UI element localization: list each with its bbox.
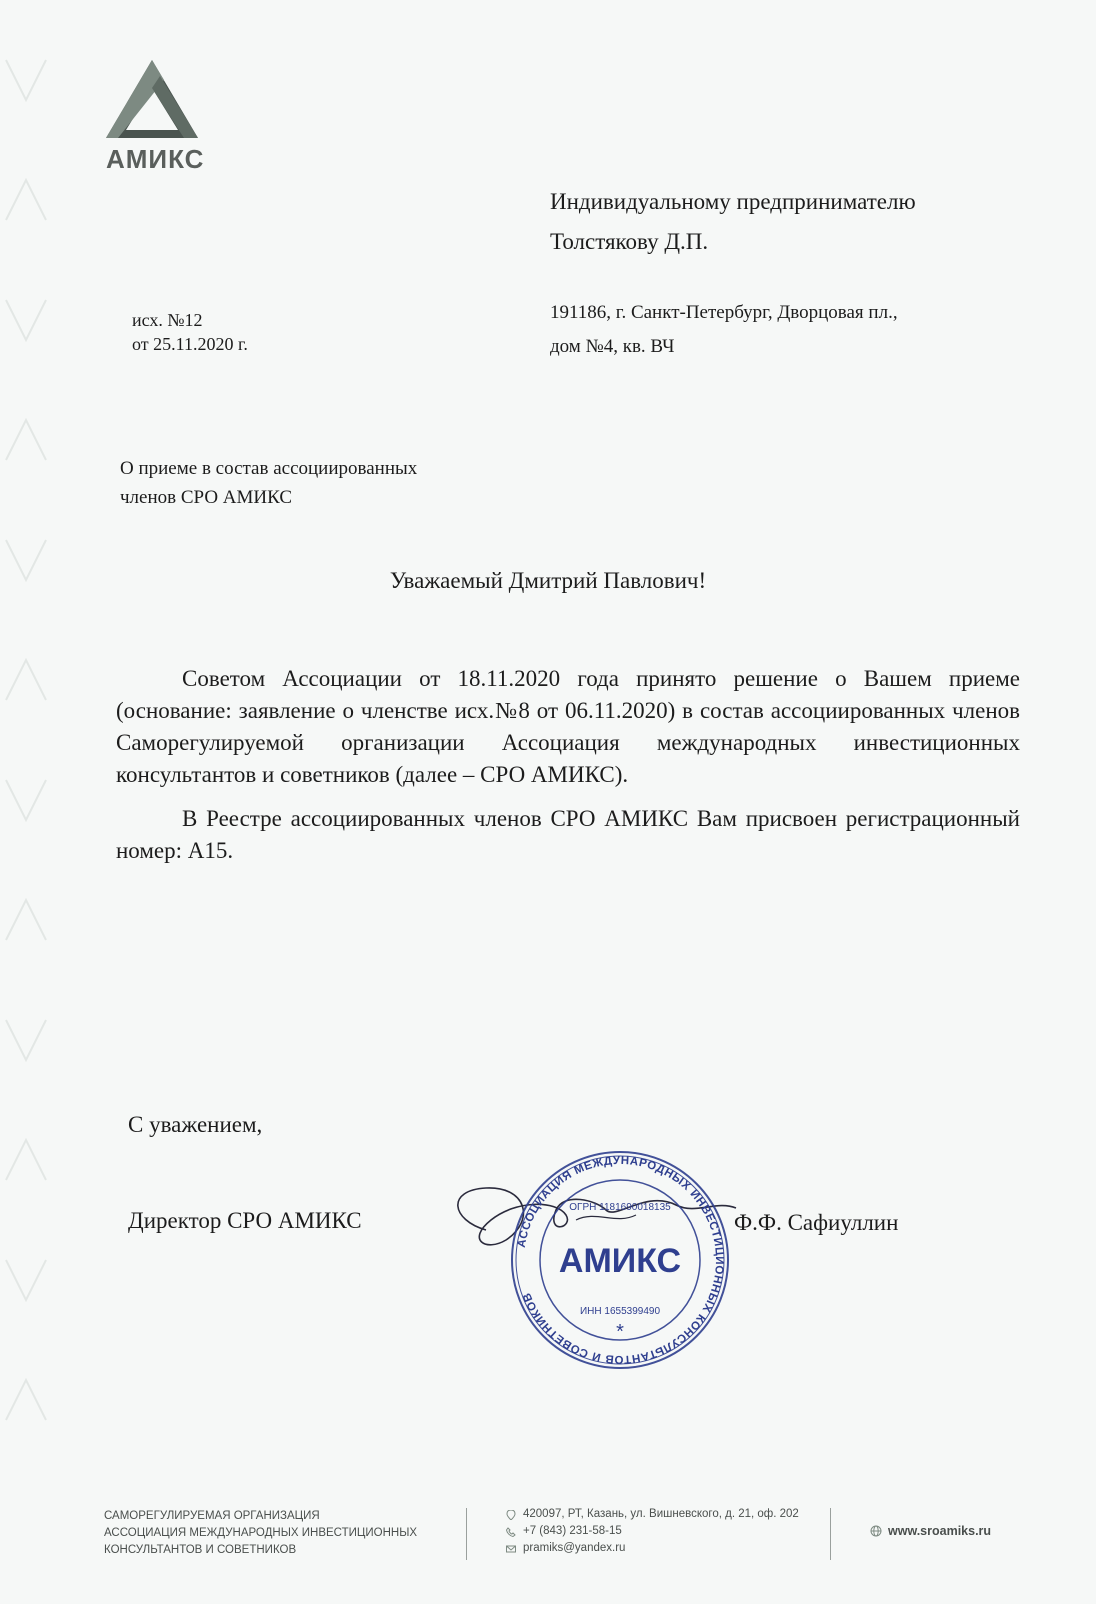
stamp-inn: ИНН 1655399490 — [579, 1306, 661, 1317]
body-paragraph-2: В Реестре ассоциированных членов СРО АМИКС Вам присвоен регистрационный номер: А15. — [116, 806, 1020, 863]
stamp-star-icon: * — [616, 1321, 624, 1343]
body-paragraph-1: Советом Ассоциации от 18.11.2020 года принято решение о Вашем приеме (основание: заявление о членстве исх.№8 от 06.11.2020) в состав ассоциированных членов Саморегулируемой организации Ассоциация международных инвестиционных консультантов и советников (далее – СРО АМИКС). — [116, 666, 1020, 787]
salutation: Уважаемый Дмитрий Павлович! — [389, 568, 707, 593]
logo-name: АМИКС — [106, 144, 205, 174]
address-block — [550, 296, 898, 364]
subject-line-2: членов СРО АМИКС — [120, 487, 293, 508]
letterhead-footer — [104, 1508, 1004, 1568]
footer-website[interactable] — [870, 1524, 991, 1538]
footer-org-line-2: АССОЦИАЦИЯ МЕЖДУНАРОДНЫХ ИНВЕСТИЦИОННЫХ — [104, 1527, 418, 1539]
official-stamp — [508, 1148, 732, 1372]
address-line-2: дом №4, кв. ВЧ — [550, 336, 675, 357]
signer-name: Ф.Ф. Сафиуллин — [734, 1210, 899, 1235]
footer-organization — [104, 1508, 417, 1559]
phone-icon — [506, 1527, 516, 1537]
outgoing-number: исх. №12 — [132, 310, 203, 330]
address-line-1: 191186, г. Санкт-Петербург, Дворцовая пл., — [550, 302, 898, 323]
addressee-block — [550, 182, 916, 262]
footer-org-line-3: КОНСУЛЬТАНТОВ И СОВЕТНИКОВ — [104, 1544, 297, 1556]
footer-divider — [466, 1508, 467, 1560]
triangle-logo-icon — [104, 58, 200, 142]
footer-divider — [830, 1508, 831, 1560]
footer-website-label: www.sroamiks.ru — [888, 1524, 992, 1538]
company-logo — [104, 58, 214, 175]
letter-subject — [120, 454, 417, 512]
footer-contacts — [506, 1506, 799, 1557]
footer-address: 420097, РТ, Казань, ул. Вишневского, д. 21, оф. 202 — [523, 1508, 799, 1520]
footer-org-line-1: САМОРЕГУЛИРУЕМАЯ ОРГАНИЗАЦИЯ — [104, 1510, 320, 1522]
stamp-center: АМИКС — [558, 1242, 682, 1280]
closing-regards: С уважением, — [128, 1112, 263, 1137]
stamp-ogrn: ОГРН 1181690018135 — [569, 1202, 671, 1213]
globe-icon — [870, 1525, 882, 1537]
signer-position: Директор СРО АМИКС — [128, 1208, 362, 1233]
watermark-pattern — [0, 40, 60, 1480]
location-pin-icon — [506, 1510, 516, 1520]
outgoing-date: от 25.11.2020 г. — [132, 334, 248, 354]
addressee-title: Индивидуальному предпринимателю — [550, 189, 916, 214]
stamp-outer-text: АССОЦИАЦИЯ МЕЖДУНАРОДНЫХ ИНВЕСТИЦИОННЫХ КОНСУЛЬТАНТОВ И СОВЕТНИКОВ — [515, 1154, 726, 1366]
addressee-name: Толстякову Д.П. — [550, 229, 709, 254]
footer-phone: +7 (843) 231-58-15 — [523, 1525, 622, 1537]
letter-body — [116, 663, 1020, 879]
subject-line-1: О приеме в состав ассоциированных — [120, 458, 418, 479]
outgoing-reference — [132, 308, 248, 356]
email-icon — [506, 1544, 516, 1554]
footer-email-link[interactable]: pramiks@yandex.ru — [523, 1542, 626, 1554]
